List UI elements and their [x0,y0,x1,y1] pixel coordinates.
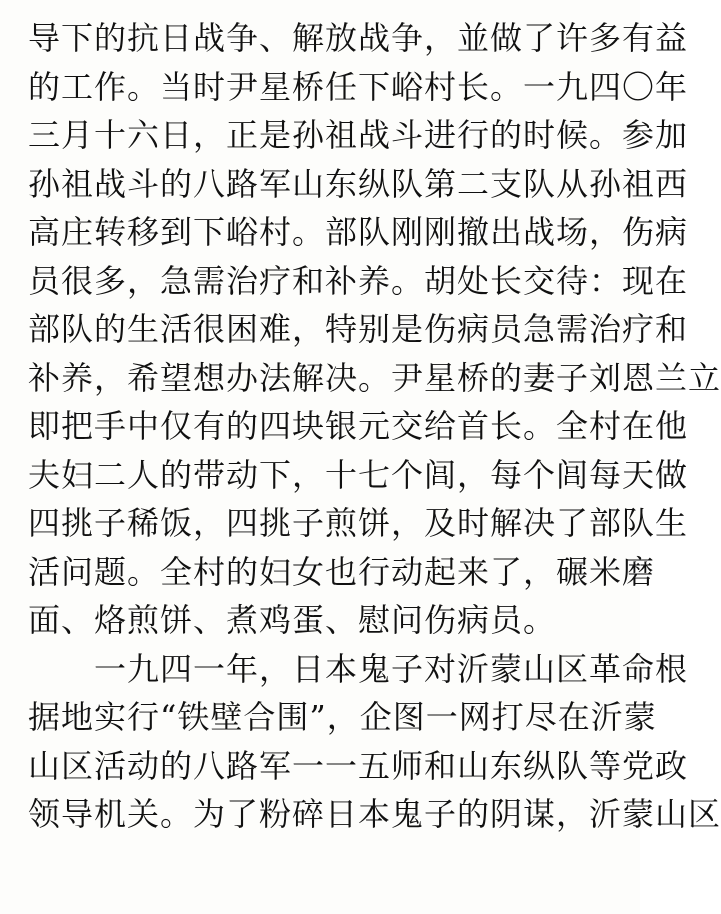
text-line-14: 一九四一年，日本鬼子对沂蒙山区革命根 [94,649,689,688]
text-line-11: 四挑子稀饭，四挑子煎饼，及时解决了部队生 [28,504,689,542]
text-line-16: 山区活动的八路军一一五师和山东纵队等党政 [28,746,689,785]
text-line-5: 高庄转移到下峪村。部队刚刚撤出战场，伤病 [28,213,689,251]
text-line-2: 的工作。当时尹星桥任下峪村长。一九四〇年 [28,67,689,106]
text-line-4: 孙祖战斗的八路军山东纵队第二支队从孙祖西 [28,164,689,203]
text-line-17: 领导机关。为了粉碎日本鬼子的阴谋，沂蒙山区 [28,795,721,833]
text-line-9: 即把手中仅有的四块银元交给首长。全村在他 [28,407,689,445]
text-line-10: 夫妇二人的带动下，十七个闾，每个闾每天做 [28,455,689,494]
text-line-12: 活问题。全村的妇女也行动起来了，碾米磨 [28,552,656,591]
text-line-7: 部队的生活很困难，特别是伤病员急需治疗和 [28,310,689,348]
text-line-8: 补养，希望想办法解决。尹星桥的妻子刘恩兰立 [28,358,721,397]
text-line-3: 三月十六日，正是孙祖战斗进行的时候。参加 [28,116,689,154]
text-line-13: 面、烙煎饼、煮鸡蛋、慰问伤病员。 [28,601,557,639]
body-text [28,14,721,839]
text-line-1: 导下的抗日战争、解放战争，並做了许多有益 [28,19,689,57]
text-line-6: 员很多，急需治疗和补养。胡处长交待：现在 [28,261,689,300]
text-line-15: 据地实行“铁壁合围”，企图一网打尽在沂蒙 [28,698,657,736]
